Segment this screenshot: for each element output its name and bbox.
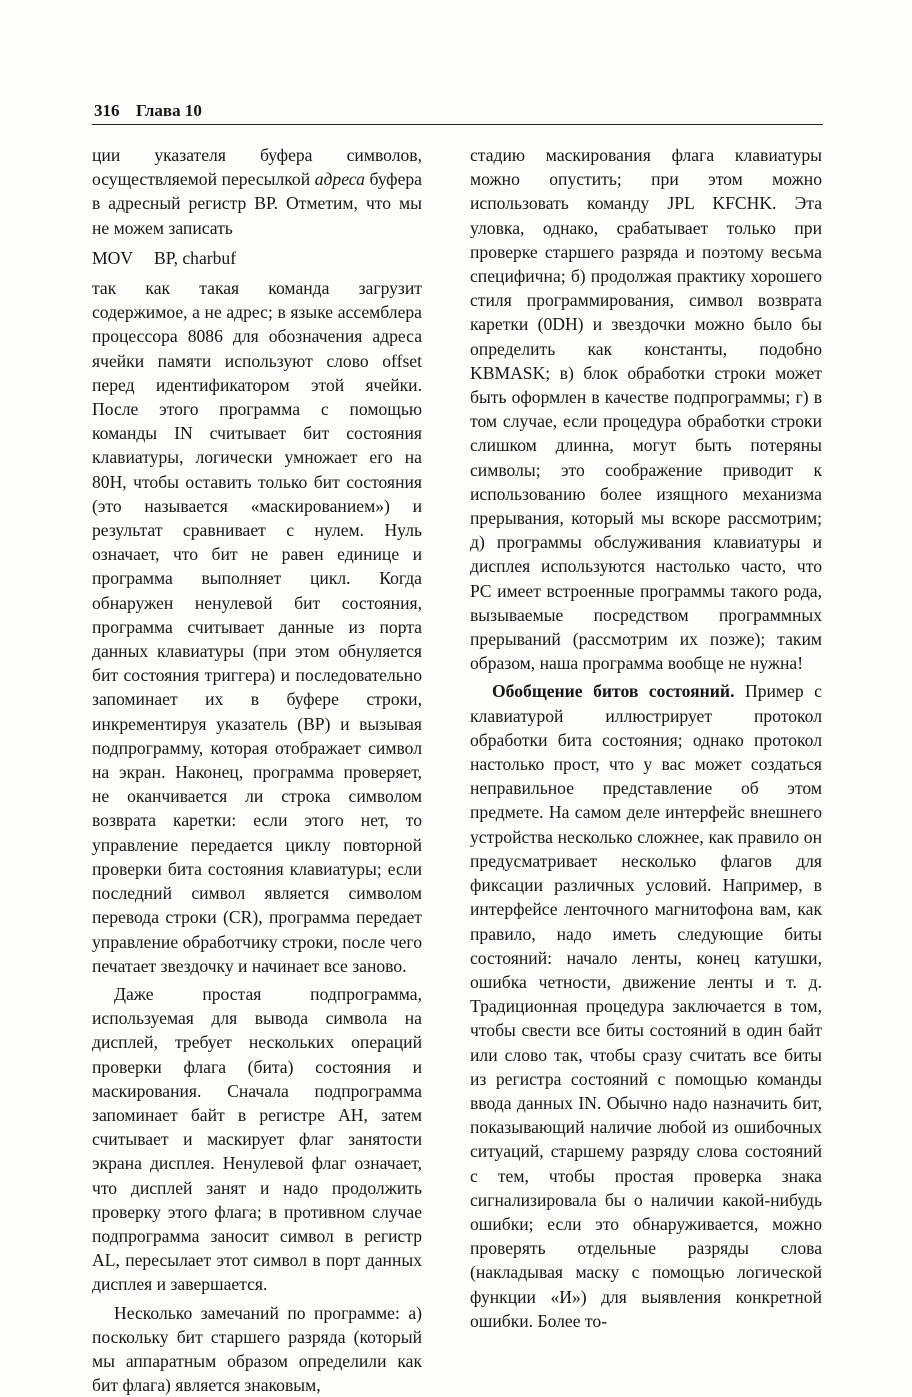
code-mnemonic: MOV <box>92 247 134 268</box>
right-column <box>470 143 822 1333</box>
chapter-title: Глава 10 <box>136 101 202 120</box>
running-header <box>92 100 823 125</box>
paragraph: Несколько замечаний по программе: а) поскольку бит старшего разряда (который мы аппаратным образом определили как бит флага) является знаковым, <box>92 1302 422 1396</box>
paragraph <box>470 679 822 1332</box>
paragraph <box>92 143 422 240</box>
page-number: 316 <box>94 101 120 120</box>
code-line <box>92 246 422 270</box>
text-run: ции указателя буфера символов, осуществляемой пересылкой <box>92 145 422 190</box>
paragraph: стадию маскирования флага клавиатуры можно опустить; при этом можно использовать команду JPL KFCHK. Эта уловка, однако, срабатывает только при проверке старшего разряда и поэтому весьма специфична; б) продолжая практику хорошего стиля программирования, символ возврата каретки (0DH) и звездочки можно было бы определить как константы, подобно KBMASK; в) блок обработки строки может быть оформлен в качестве подпрограммы; г) в том случае, если процедура обработки строки слишком длинна, могут быть потеряны символы; это соображение приводит к использованию более изящного механизма прерывания, который мы вскоре рассмотрим; д) программы обслуживания клавиатуры и дисплея используются настолько часто, что PC имеет встроенные программы такого рода, вызываемые посредством программных прерываний (рассмотрим их позже); таким образом, наша программа вообще не нужна! <box>470 145 822 674</box>
emphasis: адреса <box>314 169 365 190</box>
paragraph: так как такая команда загрузит содержимое, а не адрес; в языке ассемблера процессора 8086 для обозначения адреса ячейки памяти используют слово offset перед идентификатором этой ячейки. После этого программа с помощью команды IN считывает бит состояния клавиатуры, логически умножает его на 80Н, чтобы оставить только бит состояния (это называется «маскированием») и результат сравнивает с нулем. Нуль означает, что бит не равен единице и программа выполняет цикл. Когда обнаружен ненулевой бит состояния, программа считывает данные из порта данных клавиатуры (при этом обнуляется бит состояния триггера) и последовательно запоминает их в буфере строки, инкрементируя указатель (ВР) и вызывая подпрограмму, которая отображает символ на экран. Наконец, программа проверяет, не оканчивается ли строка символом возврата каретки: если этого нет, то управление передается циклу повторной проверки бита состояния клавиатуры; если последний символ является символом перевода строки (CR), программа передает управление обработчику строки, после чего печатает звездочку и начинает все заново. <box>92 278 422 976</box>
text-run: Пример с клавиатурой иллюстрирует протокол обработки бита состояния; однако протокол настолько прост, что у вас может создаться неправильное представление об этом предмете. На самом деле интерфейс внешнего устройства несколько сложнее, как правило он предусматривает несколько флагов для фиксации различных условий. Например, в интерфейсе ленточного магнитофона вам, как правило, надо иметь следующие биты состояний: начало ленты, конец катушки, ошибка четности, движение ленты и т. д. Традиционная процедура заключается в том, чтобы свести все биты состояний в один байт или слово так, чтобы сразу считать все биты из регистра состояний с помощью команды ввода данных IN. Обычно надо назначить бит, показывающий наличие любой из ошибочных ситуаций, старшему разряду слова состояний с тем, чтобы простая проверка знака сигнализировала бы о наличии какой-нибудь ошибки; если это обнаруживается, можно проверять отдельные разряды слова (накладывая маску с помощью логической функции «И») для выявления конкретной ошибки. Более то- <box>470 681 822 1331</box>
left-column <box>92 143 422 1397</box>
text-run: буфера в адресный регистр ВР. Отметим, что мы не можем записать <box>92 169 422 238</box>
paragraph: Даже простая подпрограмма, используемая для вывода символа на дисплей, требует нескольких операций проверки флага (бита) состояния и маскирования. Сначала подпрограмма запоминает байт в регистре АН, затем считывает и маскирует флаг занятости экрана дисплея. Ненулевой флаг означает, что дисплей занят и надо продолжить проверку этого флага; в противном случае подпрограмма заносит символ в регистр AL, пересылает этот символ в порт данных дисплея и завершается. <box>92 983 422 1295</box>
code-operands: BP, charbuf <box>154 247 237 268</box>
section-run-in-heading: Обобщение битов состояний. <box>492 681 735 702</box>
